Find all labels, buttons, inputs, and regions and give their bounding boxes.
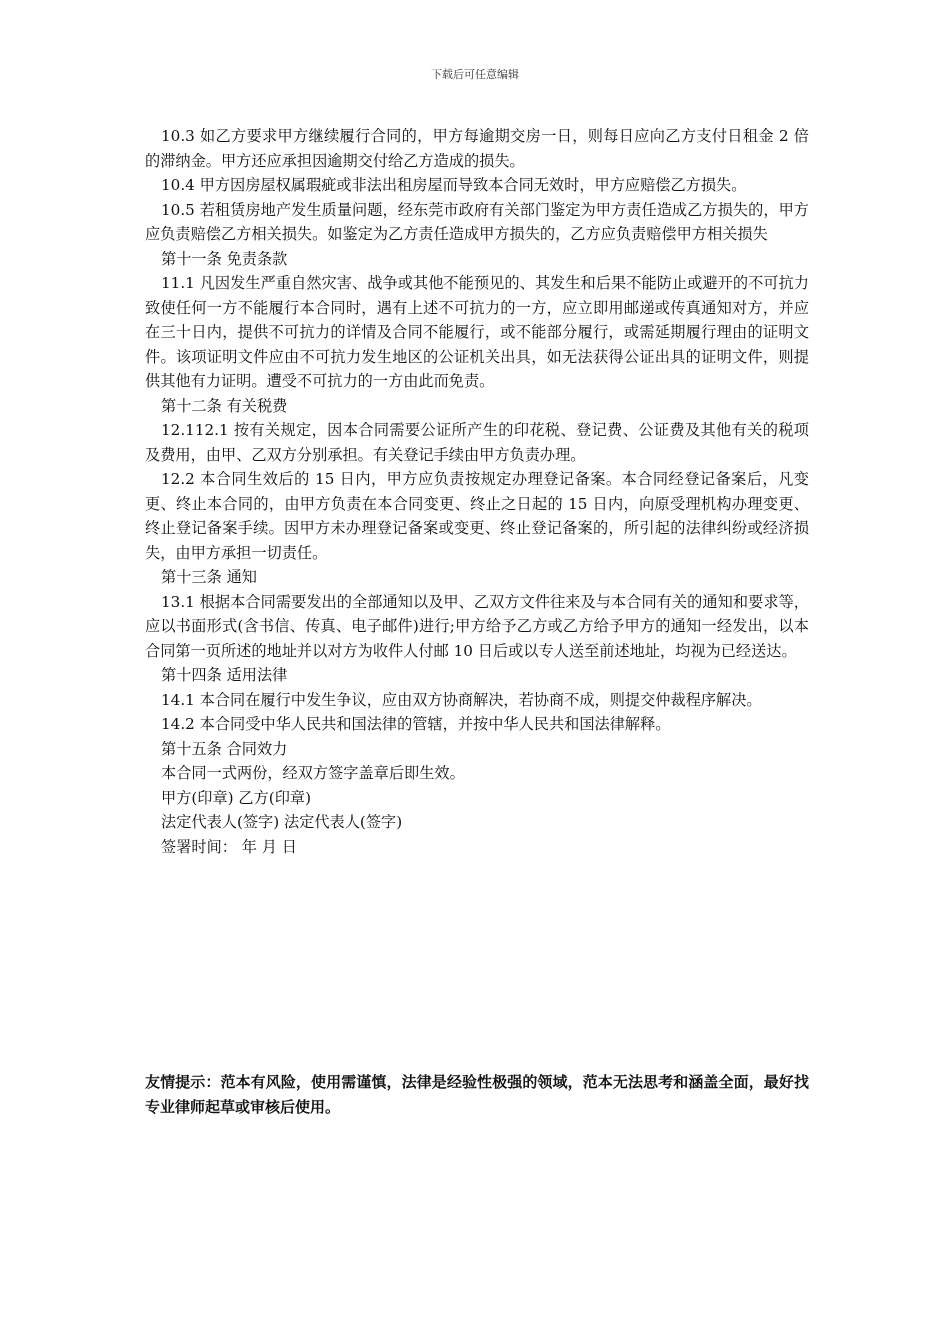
clause-10-4: 10.4 甲方因房屋权属瑕疵或非法出租房屋而导致本合同无效时，甲方应赔偿乙方损失。	[161, 176, 747, 194]
clause-11-1: 11.1 凡因发生严重自然灾害、战争或其他不能预见的、其发生和后果不能防止或避开的不可抗力致使任何一方不能履行本合同时，遇有上述不可抗力的一方，应立即用邮递或传真通知对方，并应在三十日内，提供不可抗力的详情及合同不能履行，或不能部分履行，或需延期履行理由的证明文件。该项证明文件应由不可抗力发生地区的公证机关出具，如无法获得公证出具的证明文件，则提供其他有力证明。遭受不可抗力的一方由此而免责。	[145, 274, 809, 390]
section-heading-14: 第十四条 适用法律	[161, 666, 288, 684]
signature-line: 法定代表人(签字) 法定代表人(签字)	[161, 813, 403, 831]
clause-10-5: 10.5 若租赁房地产发生质量问题，经东莞市政府有关部门鉴定为甲方责任造成乙方损失的，甲方应负责赔偿乙方相关损失。如鉴定为乙方责任造成甲方损失的，乙方应负责赔偿甲方相关损失	[145, 200, 809, 243]
clause-12-1: 12.112.1 按有关规定，因本合同需要公证所产生的印花税、登记费、公证费及其他有关的税项及费用，由甲、乙双方分别承担。有关登记手续由甲方负责办理。	[145, 421, 809, 464]
clause-10-3: 10.3 如乙方要求甲方继续履行合同的，甲方每逾期交房一日，则每日应向乙方支付日租金 2 倍的滞纳金。甲方还应承担因逾期交付给乙方造成的损失。	[145, 127, 809, 170]
section-heading-13: 第十三条 通知	[161, 568, 257, 586]
clause-14-2: 14.2 本合同受中华人民共和国法律的管辖，并按中华人民共和国法律解释。	[161, 715, 671, 733]
date-line: 签署时间： 年 月 日	[161, 837, 297, 856]
clause-14-1: 14.1 本合同在履行中发生争议，应由双方协商解决，若协商不成，则提交仲裁程序解决。	[161, 690, 762, 709]
clause-13-1: 13.1 根据本合同需要发出的全部通知以及甲、乙双方文件往来及与本合同有关的通知和要求等，应以书面形式(含书信、传真、电子邮件)进行;甲方给予乙方或乙方给予甲方的通知一经发出，以本合同第一页所述的地址并以对方为收件人付邮 10 日后或以专人送至前述地址，均视为已经送达。	[145, 592, 809, 660]
clause-12-2: 12.2 本合同生效后的 15 日内，甲方应负责按规定办理登记备案。本合同经登记备案后，凡变更、终止本合同的，由甲方负责在本合同变更、终止之日起的 15 日内，向原受理机构办理变更、终止登记备案手续。因甲方未办理登记备案或变更、终止登记备案的，所引起的法律纠纷或经济损失，由甲方承担一切责任。	[145, 470, 809, 562]
section-heading-11: 第十一条 免责条款	[161, 249, 288, 268]
footer-tip: 友情提示：范本有风险，使用需谨慎，法律是经验性极强的领域，范本无法思考和涵盖全面，最好找专业律师起草或审核后使用。	[145, 1073, 809, 1116]
document-body	[145, 124, 809, 859]
effectiveness-text: 本合同一式两份，经双方签字盖章后即生效。	[161, 764, 465, 782]
page-header: 下载后可任意编辑	[431, 68, 519, 81]
section-heading-12: 第十二条 有关税费	[161, 396, 288, 415]
seal-line: 甲方(印章) 乙方(印章)	[161, 788, 312, 807]
section-heading-15: 第十五条 合同效力	[161, 739, 288, 758]
